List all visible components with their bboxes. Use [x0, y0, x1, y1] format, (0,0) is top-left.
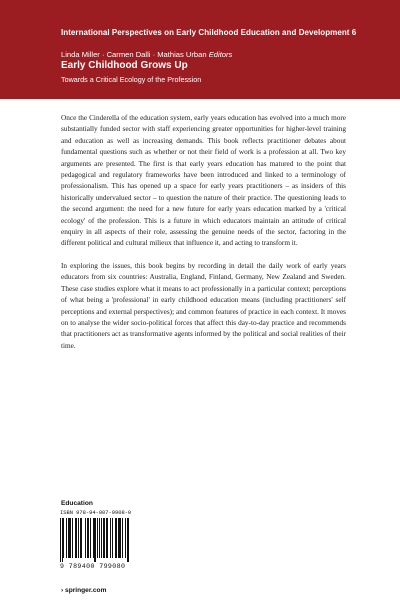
barcode-bar: [128, 518, 129, 562]
barcode-bar: [122, 518, 123, 558]
barcode-bar: [120, 518, 121, 558]
barcode-bar: [63, 518, 64, 558]
subject-category: Education: [61, 500, 93, 507]
barcode-bar: [87, 518, 88, 558]
barcode-bar: [69, 518, 70, 558]
barcode-bar: [90, 518, 91, 558]
barcode-bar: [72, 518, 73, 558]
barcode-icon: [60, 518, 130, 562]
barcode-bar: [107, 518, 108, 558]
barcode-bar: [119, 518, 120, 558]
barcode-bar: [110, 518, 111, 558]
barcode-bar: [94, 518, 95, 562]
barcode-bar: [95, 518, 96, 562]
barcode-bar: [127, 518, 128, 562]
barcode-bar: [112, 518, 113, 558]
barcode-bar: [103, 518, 104, 558]
barcode-bar: [115, 518, 116, 558]
barcode-bar: [81, 518, 82, 558]
barcode-bar: [62, 518, 63, 562]
blurb-paragraph-1: Once the Cinderella of the education system, early years education has evolved into a much more substantially funded sector with staff experiencing greater opportunities for higher-level training and education as well as increasing demands. This book reflects practitioner debates about fundamental questions such as whether or not their field of work is a profession at all. Two key arguments are presented. The first is that early years education has matured to the point that pedagogical and regulatory frameworks have been introduced and linked to a terminology of professionalism. This has opened up a space for early years practitioners – as insiders of this historically undervalued sector – to question the nature of their practice. The questioning leads to the second argument: the need for a new future for early years education marked by a 'critical ecology' of the profession. This is a future in which educators maintain an attitude of critical enquiry in all aspects of their role, assessing the genuine needs of the sector, factoring in the different political and cultural milieux that influence it, and acting to transform it.: [61, 114, 346, 248]
barcode-bar: [70, 518, 71, 558]
barcode-bar: [68, 518, 69, 558]
barcode-bar: [104, 518, 105, 558]
barcode-bar: [118, 518, 119, 558]
blurb-text: [61, 113, 346, 363]
book-subtitle: Towards a Critical Ecology of the Profession: [61, 75, 202, 84]
blurb-paragraph-2: In exploring the issues, this book begins by recording in detail the daily work of early years educators from six countries: Australia, England, Finland, Germany, New Zealand and Sweden. These case studies explore what it means to act professionally in a particular context; perceptions of what being a 'professional' in early childhood education means (including practitioners' self perceptions and external perspectives); and common features of practice in each context. It moves on to analyse the wider socio-political forces that affect this day-to-day practice and recommends that practitioners act as transformative agents informed by the political and social realities of their time.: [61, 261, 346, 350]
barcode-bar: [78, 518, 79, 558]
barcode-bar: [116, 518, 117, 558]
editors-line: [61, 50, 232, 59]
barcode-digits: 9 789400 799080: [60, 563, 126, 570]
editor-names: Linda Miller · Carmen Dalli · Mathias Urban: [61, 50, 209, 59]
barcode-bar: [76, 518, 77, 558]
barcode-bar: [60, 518, 61, 562]
series-title: International Perspectives on Early Childhood Education and Development 6: [61, 28, 357, 37]
barcode-bar: [101, 518, 102, 558]
publisher-website-link[interactable]: › springer.com: [61, 587, 107, 594]
barcode-bar: [75, 518, 76, 558]
cover-header-band: [0, 0, 400, 99]
editors-role: Editors: [208, 50, 233, 59]
barcode-bar: [88, 518, 89, 558]
barcode-bar: [93, 518, 94, 558]
barcode-bar: [99, 518, 100, 558]
barcode-bar: [125, 518, 126, 558]
barcode-bar: [97, 518, 98, 558]
barcode-bar: [66, 518, 67, 558]
barcode-bar: [106, 518, 107, 558]
barcode-bar: [85, 518, 86, 558]
isbn-label: ISBN 978-94-007-9908-0: [60, 510, 132, 516]
barcode-bar: [80, 518, 81, 558]
barcode-block: [60, 510, 132, 582]
book-title: Early Childhood Grows Up: [61, 60, 188, 71]
